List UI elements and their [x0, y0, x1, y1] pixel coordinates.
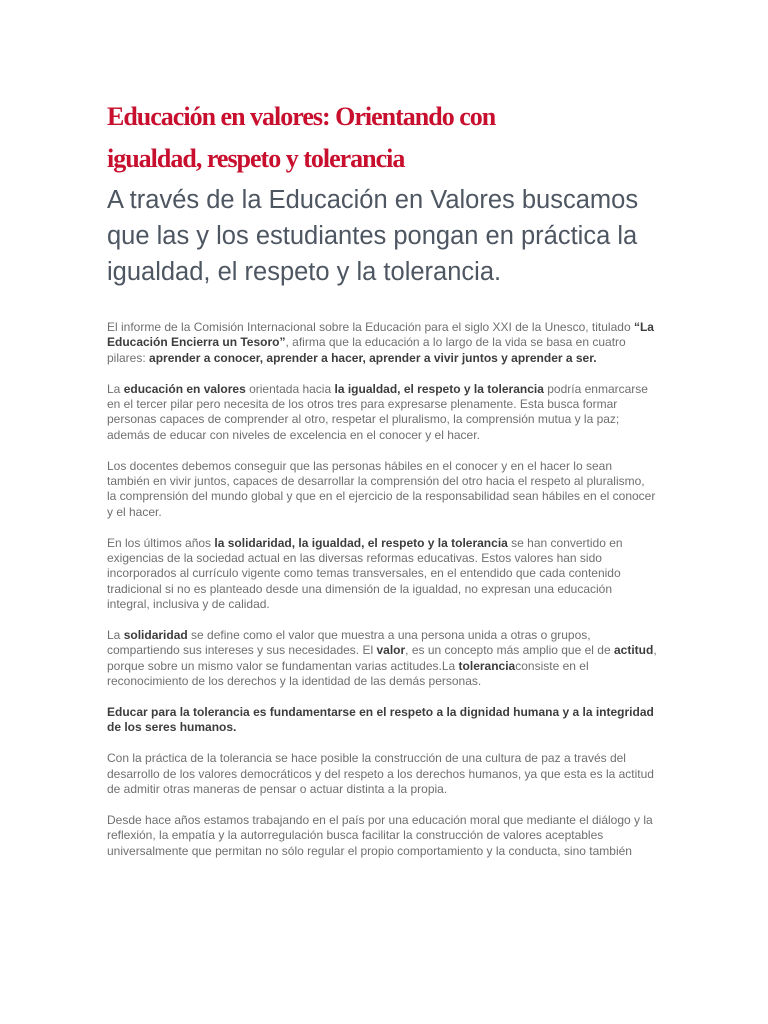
- text-run: , porque sobre un mismo valor se fundamentan varias actitudes.La: [107, 643, 657, 673]
- text-run: La: [107, 381, 124, 396]
- paragraph-educacion-moral: Desde hace años estamos trabajando en el país por una educación moral que mediante el diálogo y la reflexión, la empatía y la autorregulación busca facilitar la construcción de valores aceptables universalmente que permitan no sólo regular el propio comportamiento y la conducta, sino también: [107, 812, 653, 858]
- article-title-line-2: igualdad, respeto y tolerancia: [107, 144, 405, 173]
- paragraph-docentes: Los docentes debemos conseguir que las personas hábiles en el conocer y en el hacer lo sean también en vivir juntos, capaces de desarrollar la comprensión del otro hacia el respeto al pluralismo, la comprensión del mundo global y que en el ejercicio de la responsabilidad sean hábiles en el conocer y el hacer.: [107, 458, 656, 519]
- paragraph-cultura-paz: Con la práctica de la tolerancia se hace posible la construcción de una cultura de paz a través del desarrollo de los valores democráticos y del respeto a los derechos humanos, ya que esta es la actitud de admitir otras maneras de pensar o actuar distinta a la propia.: [107, 751, 654, 797]
- text-run: , afirma que la educación a lo largo de la vida se basa en cuatro pilares:: [107, 335, 626, 365]
- text-run: En los últimos años: [107, 535, 215, 550]
- paragraph-ultimos-anos: [107, 536, 657, 613]
- bold-run: tolerancia: [458, 658, 516, 673]
- text-run: consiste en el reconocimiento de los derechos y la identidad de las demás personas.: [107, 658, 589, 689]
- text-run: se define como el valor que muestra a una persona unida a otras o grupos, compartiendo sus intereses y sus necesidades. El: [107, 628, 591, 658]
- bold-run: la igualdad, el respeto y la tolerancia: [334, 381, 544, 396]
- bold-run: educación en valores: [123, 381, 246, 396]
- bold-run: valor: [376, 643, 406, 658]
- article-title: [107, 96, 657, 180]
- article-subtitle: A través de la Educación en Valores buscamos que las y los estudiantes pongan en práctica la igualdad, el respeto y la tolerancia.: [107, 186, 639, 286]
- document-page: [107, 96, 657, 859]
- text-run: La: [107, 628, 124, 643]
- bold-run: “La Educación Encierra un Tesoro”: [107, 320, 654, 350]
- text-run: se han convertido en exigencias de la sociedad actual en las diversas reformas educativas. Estos valores han sido incorporados al currículo vigente como temas transversales, en el entendido que cada contenido tradicional si no es planteado desde una dimensión de la igualdad, no expresan una educación integral, inclusiva y de calidad.: [107, 535, 623, 612]
- text-run: El informe de la Comisión Internacional sobre la Educación para el siglo XXI de la Unesco, titulado: [107, 320, 634, 334]
- text-run: orientada hacia: [245, 381, 335, 396]
- paragraph-educar-tolerancia: Educar para la tolerancia es fundamentarse en el respeto a la dignidad humana y a la integridad de los seres humanos.: [107, 705, 654, 735]
- bold-run: aprender a conocer, aprender a hacer, aprender a vivir juntos y aprender a ser.: [149, 350, 597, 365]
- text-run: podría enmarcarse en el tercer pilar pero necesita de los otros tres para expresarse plenamente. Esta busca formar personas capaces de comprender al otro, respetar el pluralismo, la comprensión mutua y la paz; además de educar con niveles de excelencia en el conocer y el hacer.: [107, 381, 648, 442]
- paragraph-informe-unesco: [107, 320, 657, 366]
- bold-run: la solidaridad, la igualdad, el respeto y la tolerancia: [214, 535, 508, 550]
- bold-run: actitud: [613, 643, 654, 658]
- article-title-line-1: Educación en valores: Orientando con: [107, 102, 496, 131]
- bold-run: solidaridad: [123, 628, 188, 643]
- paragraph-solidaridad: [107, 628, 657, 690]
- text-run: , es un concepto más amplio que el de: [405, 643, 614, 658]
- paragraph-educacion-valores: [107, 382, 657, 444]
